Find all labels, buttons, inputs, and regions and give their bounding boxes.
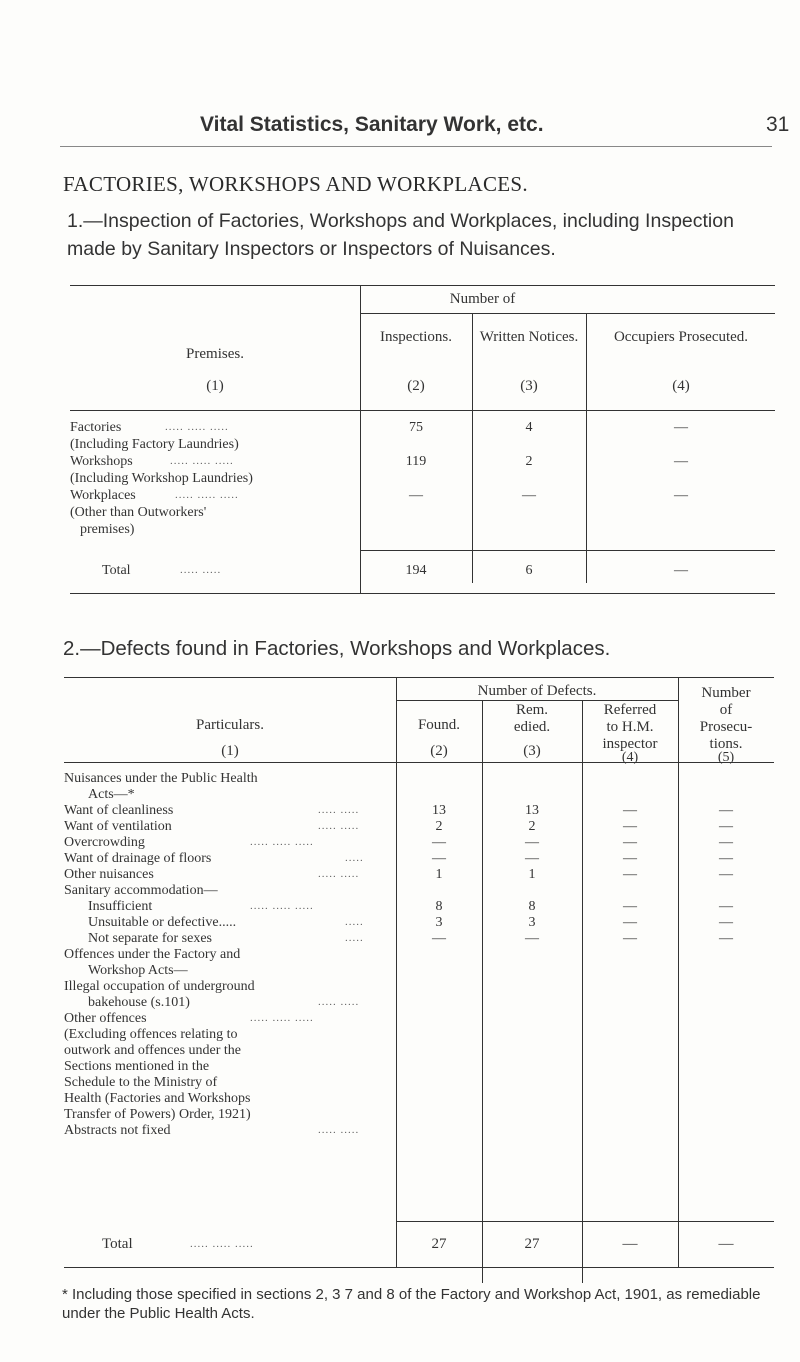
overcrowding-found: —	[432, 835, 446, 850]
col-premises-num: (1)	[206, 378, 224, 394]
col-prosecutions-header-3: Prosecu-	[699, 719, 753, 735]
col-found-header: Found.	[417, 717, 461, 733]
particulars-line: Illegal occupation of underground	[64, 979, 255, 994]
col-referred-header-1: Referred	[603, 702, 657, 718]
insufficient-found: 8	[435, 899, 443, 914]
particulars-line: Want of drainage of floors	[64, 851, 212, 866]
unsuitable-referred: —	[623, 915, 637, 930]
not-separate-referred: —	[623, 931, 637, 946]
header-rule	[60, 146, 772, 147]
particulars-line: Not separate for sexes	[88, 931, 213, 946]
drainage-prosecutions: —	[719, 851, 733, 866]
particulars-line: Want of ventilation	[64, 819, 172, 834]
running-header-title: Vital Statistics, Sanitary Work, etc.	[200, 113, 544, 136]
particulars-line: Want of cleanliness	[64, 803, 174, 818]
particulars-line: Health (Factories and Workshops	[64, 1091, 251, 1106]
workplaces-notices: —	[522, 488, 536, 503]
other-nuisances-referred: —	[623, 867, 637, 882]
col-prosecutions-header-4: tions.	[709, 736, 743, 752]
ventilation-prosecutions: —	[719, 819, 733, 834]
table1-total-label: Total	[102, 563, 131, 578]
row-sub-workplaces: (Other than Outworkers'	[70, 505, 207, 520]
unsuitable-remedied: 3	[528, 915, 536, 930]
col-prosecutions-header-2: of	[719, 702, 733, 718]
col-particulars-num: (1)	[221, 743, 239, 759]
total-notices: 6	[525, 563, 533, 578]
particulars-line: Acts—*	[88, 787, 135, 802]
workplaces-inspections: —	[409, 488, 423, 503]
ventilation-found: 2	[435, 819, 443, 834]
particulars-line: Sanitary accommodation—	[64, 883, 218, 898]
col-referred-header-3: inspector	[602, 736, 658, 752]
cleanliness-referred: —	[623, 803, 637, 818]
overcrowding-referred: —	[623, 835, 637, 850]
insufficient-referred: —	[623, 899, 637, 914]
row-label-factories: Factories	[70, 420, 122, 435]
total-remedied: 27	[524, 1236, 540, 1252]
particulars-line: Workshop Acts—	[88, 963, 188, 978]
col-prosecuted-num: (4)	[672, 378, 690, 394]
factories-inspections: 75	[409, 420, 423, 435]
particulars-line: Abstracts not fixed	[64, 1123, 171, 1138]
number-of-group-header: Number of	[449, 291, 516, 307]
particulars-line: Unsuitable or defective.....	[88, 915, 237, 930]
not-separate-prosecutions: —	[719, 931, 733, 946]
col-inspections-header: Inspections.	[379, 329, 453, 345]
overcrowding-prosecutions: —	[719, 835, 733, 850]
total-referred: —	[622, 1236, 638, 1252]
total-found: 27	[431, 1236, 447, 1252]
insufficient-prosecutions: —	[719, 899, 733, 914]
particulars-line: Overcrowding	[64, 835, 145, 850]
col-inspections-num: (2)	[407, 378, 425, 394]
workshops-inspections: 119	[405, 454, 427, 469]
factories-notices: 4	[525, 420, 533, 435]
page-number: 31	[766, 113, 790, 136]
table2-total-label: Total	[102, 1236, 133, 1252]
col-found-num: (2)	[430, 743, 448, 759]
col-premises-header: Premises.	[186, 346, 244, 362]
other-nuisances-found: 1	[435, 867, 443, 882]
col-remedied-num: (3)	[523, 743, 541, 759]
particulars-line: Transfer of Powers) Order, 1921)	[64, 1107, 251, 1122]
section2-heading: 2.—Defects found in Factories, Workshops and Workplaces.	[63, 637, 611, 660]
drainage-found: —	[432, 851, 446, 866]
row-label-workplaces: Workplaces	[70, 488, 136, 503]
particulars-line: Nuisances under the Public Health	[64, 771, 258, 786]
cleanliness-prosecutions: —	[719, 803, 733, 818]
col-prosecuted-header: Occupiers Prosecuted.	[613, 329, 749, 345]
overcrowding-remedied: —	[525, 835, 539, 850]
drainage-remedied: —	[525, 851, 539, 866]
col-notices-header: Written Notices.	[479, 329, 579, 345]
particulars-line: Sections mentioned in the	[64, 1059, 210, 1074]
unsuitable-found: 3	[435, 915, 443, 930]
not-separate-found: —	[432, 931, 446, 946]
col-prosecutions-header-1: Number	[701, 685, 751, 701]
particulars-line: (Excluding offences relating to	[64, 1027, 238, 1042]
particulars-line: Other nuisances	[64, 867, 154, 882]
drainage-referred: —	[623, 851, 637, 866]
row-sub-factories: (Including Factory Laundries)	[70, 437, 239, 452]
workshops-notices: 2	[525, 454, 533, 469]
workshops-prosecuted: —	[674, 454, 688, 469]
unsuitable-prosecutions: —	[719, 915, 733, 930]
other-nuisances-remedied: 1	[528, 867, 536, 882]
number-of-defects-group-header: Number of Defects.	[477, 683, 597, 699]
section1-heading: 1.—Inspection of Factories, Workshops and Workplaces, including Inspection made by Sanitary Inspectors or Inspectors of Nuisances.	[67, 210, 734, 260]
col-notices-num: (3)	[520, 378, 538, 394]
total-prosecutions: —	[718, 1236, 734, 1252]
particulars-line: Other offences	[64, 1011, 147, 1026]
ventilation-remedied: 2	[528, 819, 536, 834]
ventilation-referred: —	[623, 819, 637, 834]
col-particulars-header: Particulars.	[196, 717, 264, 733]
col-referred-header-2: to H.M.	[606, 719, 654, 735]
not-separate-remedied: —	[525, 931, 539, 946]
cleanliness-found: 13	[432, 803, 446, 818]
other-nuisances-prosecutions: —	[719, 867, 733, 882]
total-inspections: 194	[405, 563, 427, 578]
col-remedied-header-2: edied.	[513, 719, 551, 735]
insufficient-remedied: 8	[528, 899, 536, 914]
row-label-workshops: Workshops	[70, 454, 133, 469]
row-sub-workshops: (Including Workshop Laundries)	[70, 471, 253, 486]
particulars-line: Schedule to the Ministry of	[64, 1075, 218, 1090]
col-remedied-header-1: Rem.	[515, 702, 549, 718]
footnote: * Including those specified in sections 2, 3 7 and 8 of the Factory and Workshop Act, 1901, as remediable under the Public Health Acts.	[62, 1286, 761, 1322]
particulars-line: Insufficient	[88, 899, 153, 914]
row-sub2-workplaces: premises)	[80, 522, 135, 537]
section-title: FACTORIES, WORKSHOPS AND WORKPLACES.	[63, 172, 528, 196]
workplaces-prosecuted: —	[674, 488, 688, 503]
col-referred-num: (4)	[621, 750, 639, 765]
col-prosecutions-num: (5)	[717, 750, 735, 765]
factories-prosecuted: —	[674, 420, 688, 435]
cleanliness-remedied: 13	[525, 803, 539, 818]
particulars-line: Offences under the Factory and	[64, 947, 241, 962]
particulars-line: bakehouse (s.101)	[88, 995, 190, 1010]
total-prosecuted: —	[674, 563, 688, 578]
particulars-line: outwork and offences under the	[64, 1043, 242, 1058]
